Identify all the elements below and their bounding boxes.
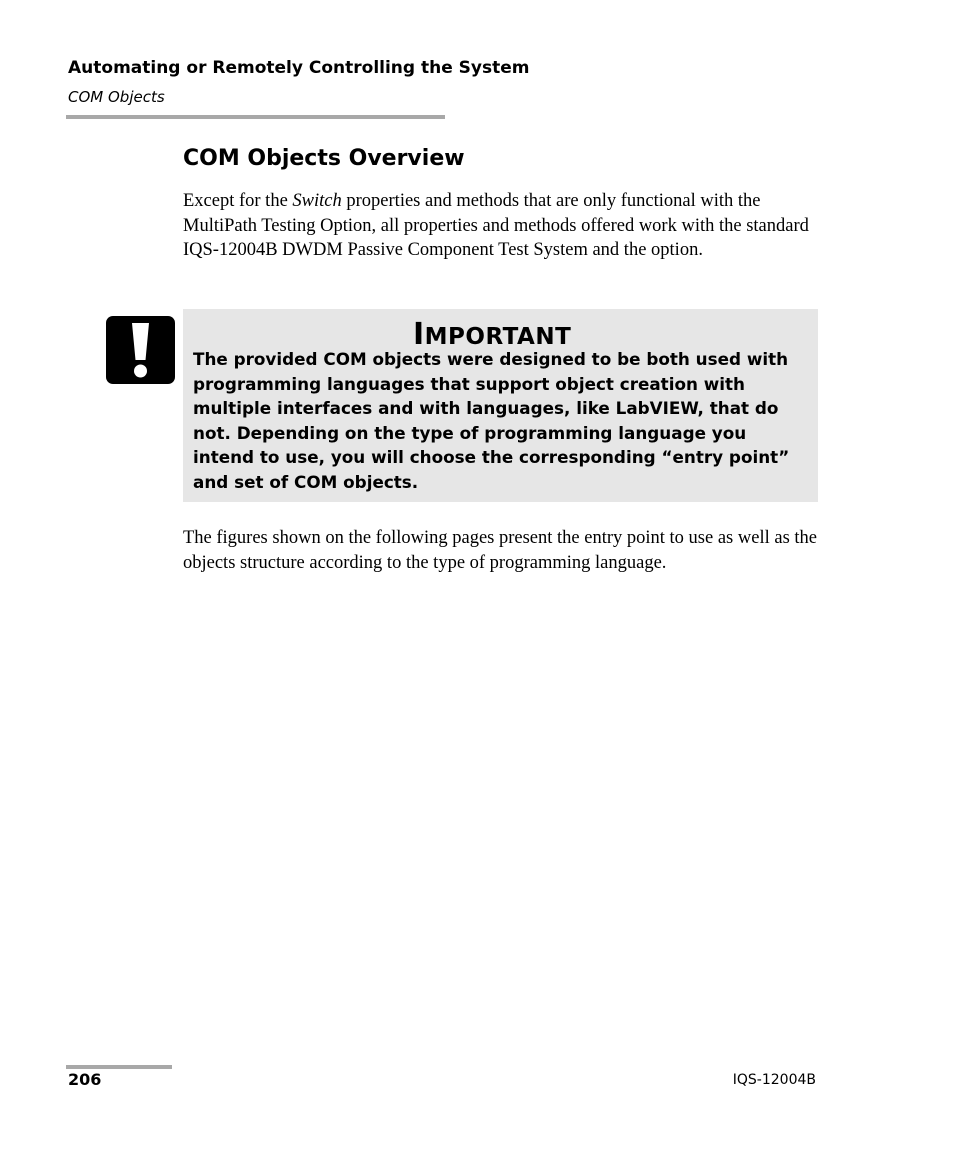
section-subtitle: COM Objects	[68, 88, 165, 106]
important-box	[183, 309, 818, 502]
exclamation-icon	[106, 316, 175, 384]
page-number: 206	[68, 1070, 102, 1089]
important-text: The provided COM objects were designed to be both used with programming languages that support object creation with multiple interfaces and with languages, like LabVIEW, that do not. Depending on the type of programming language you intend to use, you will choose the corresponding “entry point” and set of COM objects.	[193, 349, 790, 492]
intro-text-end: properties and methods that are only functional with the MultiPath Testing Option, all properties and methods offered work with the standard IQS-12004B DWDM Passive Component Test System and the option.	[183, 191, 809, 260]
chapter-title: Automating or Remotely Controlling the System	[68, 58, 530, 78]
intro-paragraph	[183, 189, 823, 263]
important-heading-initial: I	[413, 317, 425, 352]
model-number: IQS-12004B	[732, 1072, 816, 1088]
important-heading-rest: MPORTANT	[424, 324, 572, 350]
intro-text-start: Except for the	[183, 191, 293, 211]
header-rule	[66, 115, 445, 119]
footer-rule	[66, 1065, 172, 1069]
intro-emphasis: Switch	[292, 191, 342, 211]
body-paragraph: The figures shown on the following pages present the entry point to use as well as the objects structure according to the type of programming language.	[183, 528, 817, 573]
page-title: COM Objects Overview	[183, 146, 465, 171]
